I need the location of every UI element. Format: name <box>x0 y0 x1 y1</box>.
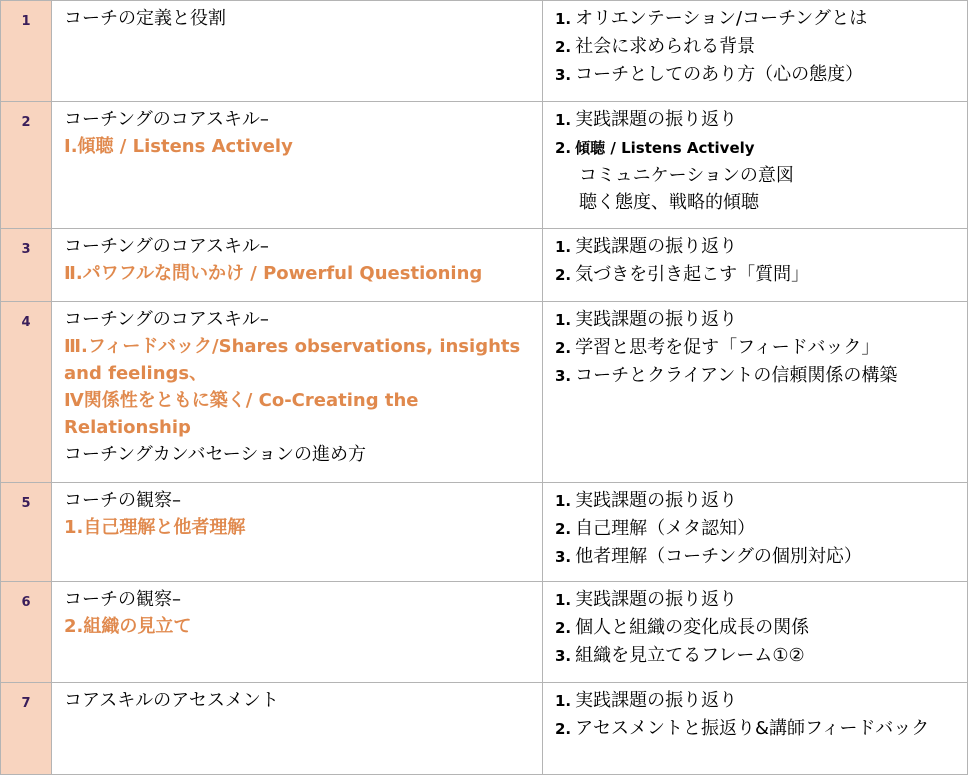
session-topic-cell <box>52 102 543 229</box>
topic-line: コーチの定義と役割 <box>64 8 226 29</box>
item-number: 3. <box>555 647 572 665</box>
item-text: 実践課題の振り返り <box>575 309 738 330</box>
session-number-cell <box>1 302 52 483</box>
topic-line: コーチの観察– <box>64 589 181 610</box>
session-content-cell <box>543 683 968 775</box>
session-topic-cell <box>52 582 543 683</box>
topic-line: コーチングカンバセーションの進め方 <box>64 444 367 465</box>
item-text: 個人と組織の変化成長の関係 <box>575 617 810 638</box>
session-row-6 <box>1 582 968 683</box>
item-text: 自己理解（メタ認知） <box>575 518 756 539</box>
content-subitem: 聴く態度、戦略的傾聴 <box>579 192 759 213</box>
item-number: 3. <box>555 367 572 385</box>
item-number: 2. <box>555 339 572 357</box>
session-number-cell <box>1 1 52 102</box>
item-number: 2. <box>555 720 572 738</box>
item-number: 3. <box>555 548 572 566</box>
session-content-cell <box>543 102 968 229</box>
item-text: コーチとクライアントの信頼関係の構築 <box>575 365 898 386</box>
item-text: オリエンテーション/コーチングとは <box>575 8 868 29</box>
item-number: 1. <box>555 692 572 710</box>
session-number: 6 <box>21 595 31 610</box>
item-text: 実践課題の振り返り <box>575 589 738 610</box>
session-number: 5 <box>21 496 31 511</box>
session-number-cell <box>1 683 52 775</box>
session-number: 7 <box>21 696 31 711</box>
item-text: 実践課題の振り返り <box>575 490 738 511</box>
session-row-1 <box>1 1 968 102</box>
session-row-3 <box>1 229 968 302</box>
item-number: 1. <box>555 591 572 609</box>
skill-highlight: Ⅱ.パワフルな問いかけ / Powerful Questioning <box>64 263 483 284</box>
content-item <box>555 306 961 334</box>
session-topic-cell <box>52 483 543 582</box>
content-item <box>555 586 961 614</box>
item-number: 1. <box>555 311 572 329</box>
session-row-7 <box>1 683 968 775</box>
item-number: 1. <box>555 492 572 510</box>
session-number-cell <box>1 582 52 683</box>
session-row-4 <box>1 302 968 483</box>
session-number: 1 <box>21 14 31 29</box>
topic-line: コーチングのコアスキル– <box>64 236 269 257</box>
item-number: 2. <box>555 619 572 637</box>
item-text: 傾聴 / Listens Actively <box>575 139 755 157</box>
session-topic-cell <box>52 683 543 775</box>
skill-highlight: Ⅲ.フィードバック/Shares observations, insights and feelings、 <box>64 336 521 384</box>
session-content-cell <box>543 582 968 683</box>
item-number: 2. <box>555 520 572 538</box>
item-number: 1. <box>555 238 572 256</box>
item-text: 気づきを引き起こす「質問」 <box>575 264 810 285</box>
session-content-cell <box>543 1 968 102</box>
item-text: 社会に求められる背景 <box>575 36 756 57</box>
content-subitem: コミュニケーションの意図 <box>579 165 794 186</box>
content-item <box>555 614 961 642</box>
content-item <box>555 715 961 743</box>
item-number: 2. <box>555 38 572 56</box>
session-topic-cell <box>52 229 543 302</box>
skill-highlight: Ⅰ.傾聴 / Listens Actively <box>64 136 293 157</box>
session-number: 3 <box>21 242 31 257</box>
item-number: 1. <box>555 10 572 28</box>
session-number: 2 <box>21 115 31 130</box>
item-number: 1. <box>555 111 572 129</box>
session-row-5 <box>1 483 968 582</box>
session-number-cell <box>1 483 52 582</box>
content-item <box>555 642 961 670</box>
session-number-cell <box>1 229 52 302</box>
content-item <box>555 362 961 390</box>
topic-line: コーチングのコアスキル– <box>64 109 269 130</box>
item-text: 実践課題の振り返り <box>575 690 738 711</box>
topic-line: コーチの観察– <box>64 490 181 511</box>
item-text: 他者理解（コーチングの個別対応） <box>575 546 862 567</box>
item-text: 学習と思考を促す「フィードバック」 <box>575 337 880 358</box>
content-item <box>555 687 961 715</box>
topic-line: コアスキルのアセスメント <box>64 690 279 711</box>
content-item <box>555 61 961 89</box>
content-item <box>555 515 961 543</box>
content-item <box>555 543 961 571</box>
session-content-cell <box>543 229 968 302</box>
item-number: 3. <box>555 66 572 84</box>
item-number: 2. <box>555 139 572 157</box>
session-topic-cell <box>52 1 543 102</box>
session-topic-cell <box>52 302 543 483</box>
session-content-cell <box>543 483 968 582</box>
content-item <box>555 134 961 162</box>
session-number: 4 <box>21 315 31 330</box>
content-item <box>555 33 961 61</box>
session-content-cell <box>543 302 968 483</box>
skill-highlight: 2.組織の見立て <box>64 616 192 637</box>
item-number: 2. <box>555 266 572 284</box>
item-text: 実践課題の振り返り <box>575 236 738 257</box>
content-item <box>555 233 961 261</box>
content-item <box>555 106 961 134</box>
skill-highlight: Ⅳ関係性をともに築く/ Co-Creating the Relationship <box>64 390 419 438</box>
content-item <box>555 5 961 33</box>
item-text: アセスメントと振返り&講師フィードバック <box>575 718 930 739</box>
item-text: 実践課題の振り返り <box>575 109 738 130</box>
content-item <box>555 487 961 515</box>
topic-line: コーチングのコアスキル– <box>64 309 269 330</box>
skill-highlight: 1.自己理解と他者理解 <box>64 517 246 538</box>
session-row-2 <box>1 102 968 229</box>
item-text: 組織を見立てるフレーム①② <box>575 645 805 666</box>
content-item <box>555 334 961 362</box>
session-number-cell <box>1 102 52 229</box>
item-text: コーチとしてのあり方（心の態度） <box>575 64 864 85</box>
content-item <box>555 261 961 289</box>
